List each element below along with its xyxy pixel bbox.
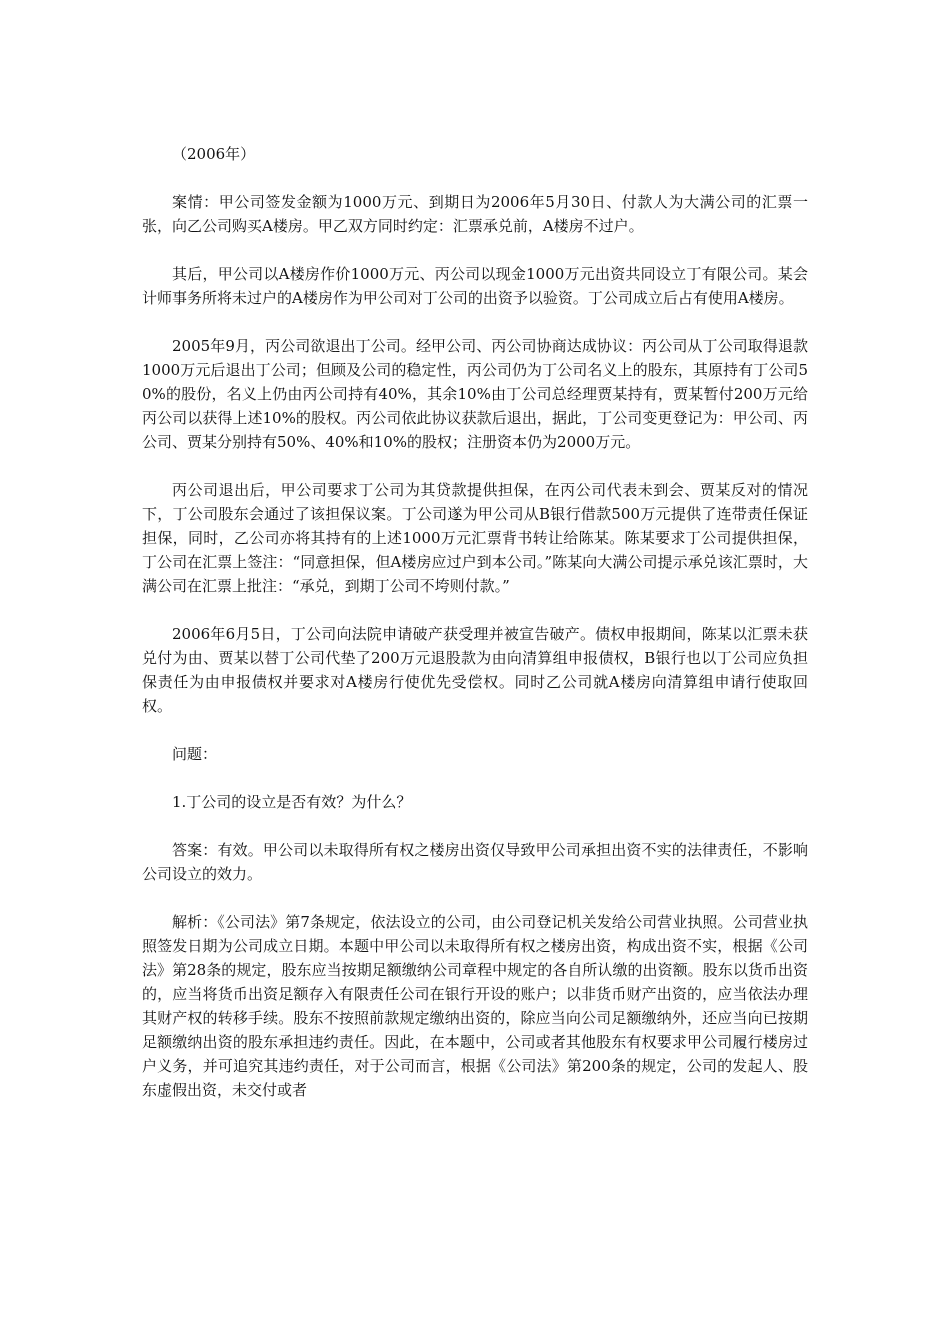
case-paragraph-5: 2006年6月5日，丁公司向法院申请破产获受理并被宣告破产。债权申报期间，陈某以汇票未获兑付为由、贾某以替丁公司代垫了200万元退股款为由向清算组申报债权，B银行也以丁公司应负担保责任为由申报债权并要求对A楼房行使优先受偿权。同时乙公司就A楼房向清算组申请行使取回权。: [142, 625, 808, 715]
questions-heading: 问题：: [172, 745, 218, 763]
case-paragraph-4: 丙公司退出后，甲公司要求丁公司为其贷款提供担保，在丙公司代表未到会、贾某反对的情况下，丁公司股东会通过了该担保议案。丁公司遂为甲公司从B银行借款500万元提供了连带责任保证担保，同时，乙公司亦将其持有的上述1000万元汇票背书转让给陈某。陈某要求丁公司提供担保，丁公司在汇票上签注：“同意担保，但A楼房应过户到本公司。”陈某向大满公司提示承兑该汇票时，大满公司在汇票上批注：“承兑，到期丁公司不垮则付款。”: [142, 481, 808, 595]
case-paragraph-1: 案情：甲公司签发金额为1000万元、到期日为2006年5月30日、付款人为大满公司的汇票一张，向乙公司购买A楼房。甲乙双方同时约定：汇票承兑前，A楼房不过户。: [142, 193, 808, 235]
analysis-1: 解析：《公司法》第7条规定，依法设立的公司，由公司登记机关发给公司营业执照。公司营业执照签发日期为公司成立日期。本题中甲公司以未取得所有权之楼房出资，构成出资不实，根据《公司法》第28条的规定，股东应当按期足额缴纳公司章程中规定的各自所认缴的出资额。股东以货币出资的，应当将货币出资足额存入有限责任公司在银行开设的账户；以非货币财产出资的，应当依法办理其财产权的转移手续。股东不按照前款规定缴纳出资的，除应当向公司足额缴纳外，还应当向已按期足额缴纳出资的股东承担违约责任。因此，在本题中，公司或者其他股东有权要求甲公司履行楼房过户义务，并可追究其违约责任，对于公司而言，根据《公司法》第200条的规定，公司的发起人、股东虚假出资，未交付或者: [142, 913, 808, 1099]
document-body: [142, 130, 808, 1126]
answer-1: 答案：有效。甲公司以未取得所有权之楼房出资仅导致甲公司承担出资不实的法律责任，不影响公司设立的效力。: [142, 841, 808, 883]
case-paragraph-3: 2005年9月，丙公司欲退出丁公司。经甲公司、丙公司协商达成协议：丙公司从丁公司取得退款1000万元后退出丁公司；但顾及公司的稳定性，丙公司仍为丁公司名义上的股东，其原持有丁公司50%的股份，名义上仍由丙公司持有40%，其余10%由丁公司总经理贾某持有，贾某暂付200万元给丙公司以获得上述10%的股权。丙公司依此协议获款后退出，据此，丁公司变更登记为：甲公司、丙公司、贾某分别持有50%、40%和10%的股权；注册资本仍为2000万元。: [142, 337, 808, 451]
question-1: 1.丁公司的设立是否有效？为什么？: [172, 793, 412, 811]
year-note: （2006年）: [172, 145, 256, 163]
case-paragraph-2: 其后，甲公司以A楼房作价1000万元、丙公司以现金1000万元出资共同设立丁有限公司。某会计师事务所将未过户的A楼房作为甲公司对丁公司的出资予以验资。丁公司成立后占有使用A楼房。: [142, 265, 808, 307]
